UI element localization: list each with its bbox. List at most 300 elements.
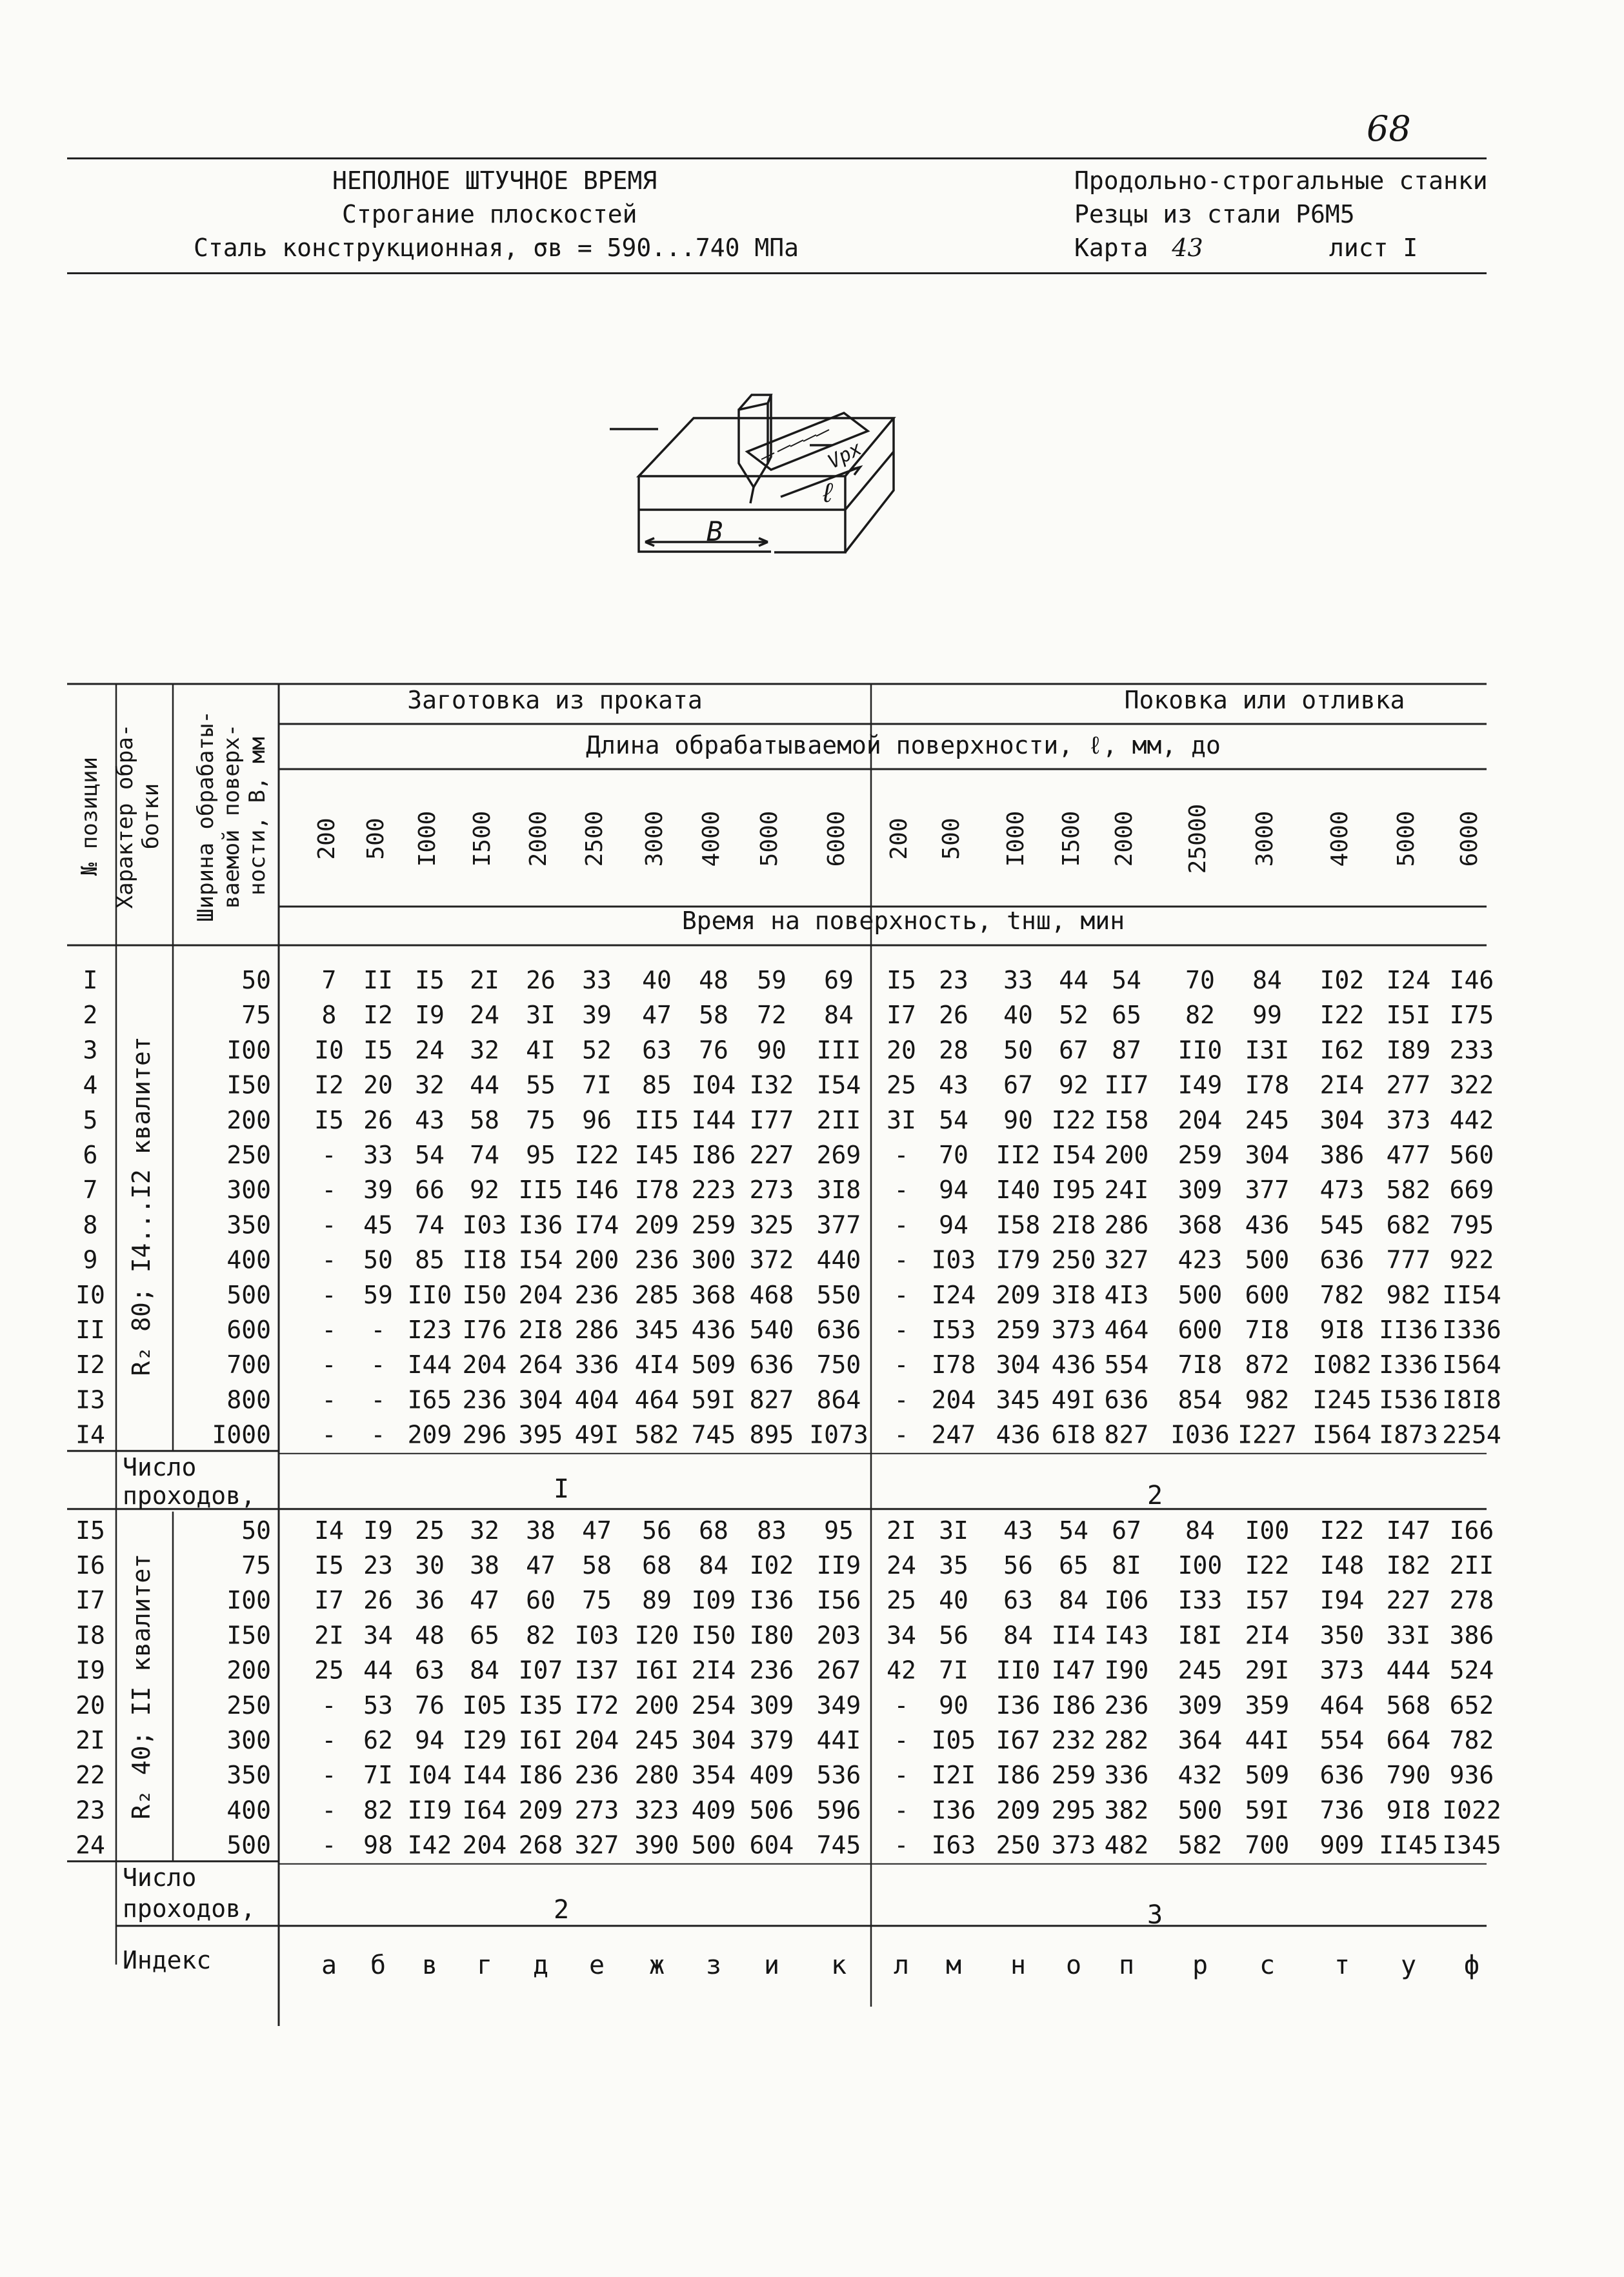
block1-cell-right-8-5: 423: [1178, 1245, 1223, 1274]
block2-cell-right-9-8: II45: [1379, 1831, 1438, 1860]
length-header: Длина обрабатываемой поверхности, ℓ, мм, до: [586, 731, 1221, 759]
block2-cell-right-1-1: 35: [939, 1551, 968, 1580]
block1-cell-left-3-5: 7I: [582, 1070, 612, 1099]
block1-pos-10: II: [75, 1316, 105, 1344]
block2-pos-9: 24: [75, 1831, 105, 1860]
block1-cell-left-7-6: 209: [634, 1210, 679, 1239]
block1-cell-right-8-7: 636: [1319, 1245, 1365, 1274]
length-left-2: I000: [414, 810, 441, 867]
block1-cell-right-8-1: I03: [931, 1245, 976, 1274]
block2-cell-right-7-6: 509: [1245, 1761, 1290, 1790]
block2-cell-left-6-7: 304: [691, 1726, 736, 1754]
block1-cell-left-6-7: 223: [691, 1176, 736, 1205]
block2-cell-left-2-6: 89: [642, 1586, 672, 1615]
block1-cell-right-6-6: 377: [1245, 1176, 1290, 1205]
block2-cell-left-5-5: I72: [574, 1690, 619, 1720]
passes1-label-2: проходов,: [123, 1481, 256, 1510]
block1-cell-right-4-4: I58: [1104, 1105, 1149, 1134]
block1-cell-right-5-2: II2: [996, 1141, 1041, 1169]
block2-cell-left-2-2: 36: [415, 1586, 445, 1615]
block2-cell-right-6-0: -: [894, 1726, 909, 1754]
block1-cell-right-5-9: 560: [1449, 1141, 1494, 1169]
block2-cell-left-7-9: 536: [816, 1761, 861, 1790]
block1-cell-right-4-0: 3I: [887, 1105, 916, 1134]
block1-cell-right-11-0: -: [894, 1350, 909, 1379]
block1-cell-left-10-1: -: [370, 1316, 386, 1344]
block1-cell-left-13-6: 582: [634, 1420, 679, 1449]
block1-cell-right-10-4: 464: [1104, 1316, 1149, 1344]
block1-cell-right-13-7: I564: [1312, 1420, 1372, 1449]
block2-cell-right-9-5: 582: [1178, 1831, 1223, 1860]
block2-cell-right-4-2: II0: [996, 1656, 1041, 1685]
block1-cell-left-3-9: I54: [816, 1070, 861, 1099]
block1-cell-right-12-0: -: [894, 1385, 909, 1414]
block2-cell-right-7-4: 336: [1104, 1761, 1149, 1790]
block1-cell-right-13-0: -: [894, 1420, 909, 1449]
block1-cell-right-3-9: 322: [1449, 1070, 1494, 1099]
length-left-7: 4000: [698, 810, 725, 867]
block1-cell-left-3-8: I32: [749, 1070, 794, 1099]
block1-pos-7: 8: [83, 1210, 98, 1239]
block2-cell-right-8-0: -: [894, 1796, 909, 1825]
block1-cell-left-12-4: 304: [518, 1385, 563, 1414]
block1-cell-left-11-7: 509: [691, 1350, 736, 1379]
block2-cell-left-6-5: 204: [574, 1726, 619, 1754]
block1-cell-right-11-6: 872: [1245, 1350, 1290, 1379]
block1-cell-left-10-9: 636: [816, 1316, 861, 1344]
block1-cell-right-9-3: 3I8: [1051, 1280, 1096, 1309]
block1-cell-left-1-5: 39: [582, 1001, 612, 1030]
block1-cell-left-8-2: 85: [415, 1245, 445, 1274]
block1-cell-left-3-1: 20: [363, 1070, 393, 1099]
block2-cell-left-8-3: I64: [462, 1796, 507, 1825]
block2-cell-right-8-6: 59I: [1245, 1796, 1290, 1825]
block1-pos-0: I: [83, 966, 98, 994]
block2-cell-left-0-7: 68: [699, 1516, 728, 1545]
block1-cell-left-6-5: I46: [574, 1176, 619, 1205]
index-label: Индекс: [123, 1945, 212, 1974]
block1-cell-left-6-1: 39: [363, 1176, 393, 1205]
block1-cell-left-2-3: 32: [470, 1036, 499, 1065]
col-header-character-2: ботки: [138, 783, 164, 850]
block2-cell-right-1-4: 8I: [1112, 1551, 1141, 1580]
block1-cell-right-5-3: I54: [1051, 1141, 1096, 1169]
block1-cell-left-0-8: 59: [757, 966, 787, 994]
passes2-right: 3: [1147, 1900, 1163, 1930]
block2-cell-right-0-2: 43: [1003, 1516, 1033, 1545]
block1-cell-left-10-5: 286: [574, 1316, 619, 1344]
length-left-4: 2000: [525, 810, 552, 867]
length-right-2: I000: [1003, 810, 1029, 867]
block1-cell-left-12-7: 59I: [691, 1385, 736, 1414]
block1-cell-right-11-5: 7I8: [1178, 1350, 1223, 1379]
block2-cell-left-1-3: 38: [470, 1551, 499, 1580]
block1-cell-left-13-2: 209: [407, 1420, 452, 1449]
length-right-5: 25000: [1185, 803, 1211, 874]
block1-cell-left-0-7: 48: [699, 966, 728, 994]
block2-cell-right-1-3: 65: [1059, 1551, 1088, 1580]
block2-cell-right-2-7: I94: [1319, 1586, 1365, 1615]
block1-cell-right-4-7: 304: [1319, 1105, 1365, 1134]
time-header: Время на поверхность, tнш, мин: [681, 907, 1125, 935]
block1-cell-left-9-6: 285: [634, 1280, 679, 1309]
length-right-3: I500: [1058, 810, 1085, 867]
block2-pos-0: I5: [75, 1516, 105, 1545]
block2-cell-left-2-5: 75: [582, 1586, 612, 1615]
block2-cell-left-1-5: 58: [582, 1551, 612, 1580]
block2-cell-left-2-0: I7: [314, 1586, 344, 1615]
block1-cell-right-9-1: I24: [931, 1280, 976, 1309]
block2-cell-left-1-0: I5: [314, 1551, 344, 1580]
block1-cell-right-11-9: I564: [1442, 1350, 1501, 1379]
block2-cell-left-3-8: I80: [749, 1621, 794, 1650]
block1-cell-left-5-5: I22: [574, 1141, 619, 1169]
block1-cell-left-11-2: I44: [407, 1350, 452, 1379]
block2-cell-left-1-9: II9: [816, 1551, 861, 1580]
block2-cell-right-2-6: I57: [1245, 1586, 1290, 1615]
block2-cell-left-9-2: I42: [407, 1831, 452, 1860]
block2-width-9: 500: [226, 1831, 271, 1860]
block1-cell-left-13-3: 296: [462, 1420, 507, 1449]
block1-cell-left-7-3: I03: [462, 1210, 507, 1239]
passes1-right: 2: [1147, 1480, 1163, 1510]
length-right-7: 4000: [1327, 810, 1353, 867]
block2-cell-right-3-4: I43: [1104, 1621, 1149, 1650]
block1-cell-left-3-3: 44: [470, 1070, 499, 1099]
index-left-0: а: [321, 1950, 337, 1980]
block1-cell-left-0-3: 2I: [470, 966, 499, 994]
block1-cell-left-11-8: 636: [749, 1350, 794, 1379]
block2-cell-right-5-6: 359: [1245, 1690, 1290, 1720]
block1-width-7: 350: [226, 1210, 271, 1239]
block1-cell-right-4-6: 245: [1245, 1105, 1290, 1134]
block1-cell-right-8-0: -: [894, 1245, 909, 1274]
block1-cell-right-8-2: I79: [996, 1245, 1041, 1274]
block1-cell-left-11-3: 204: [462, 1350, 507, 1379]
block1-cell-right-10-8: II36: [1379, 1316, 1438, 1344]
block2-pos-6: 2I: [75, 1726, 105, 1754]
block1-cell-right-8-3: 250: [1051, 1245, 1096, 1274]
block1-cell-right-3-1: 43: [939, 1070, 968, 1099]
block2-cell-right-9-2: 250: [996, 1831, 1041, 1860]
block1-cell-left-4-6: II5: [634, 1105, 679, 1134]
block1-pos-9: I0: [75, 1280, 105, 1309]
block1-cell-right-10-0: -: [894, 1316, 909, 1344]
block1-cell-right-1-7: I22: [1319, 1001, 1365, 1030]
block1-cell-right-11-3: 436: [1051, 1350, 1096, 1379]
block1-cell-left-4-5: 96: [582, 1105, 612, 1134]
block2-cell-right-0-6: I00: [1245, 1516, 1290, 1545]
block1-cell-left-9-4: 204: [518, 1280, 563, 1309]
block2-cell-left-6-9: 44I: [816, 1726, 861, 1754]
block1-cell-left-1-4: 3I: [526, 1001, 556, 1030]
block1-cell-right-10-9: I336: [1442, 1316, 1501, 1344]
block1-cell-left-13-5: 49I: [574, 1420, 619, 1449]
block1-cell-right-0-6: 84: [1252, 966, 1282, 994]
block1-cell-left-8-0: -: [321, 1245, 337, 1274]
block1-cell-left-2-8: 90: [757, 1036, 787, 1065]
block1-cell-left-10-4: 2I8: [518, 1316, 563, 1344]
block1-cell-left-2-4: 4I: [526, 1036, 556, 1065]
block1-pos-1: 2: [83, 1001, 98, 1030]
block2-cell-right-1-0: 24: [887, 1551, 916, 1580]
block1-cell-left-4-0: I5: [314, 1105, 344, 1134]
block2-cell-left-0-9: 95: [824, 1516, 854, 1545]
block1-cell-left-4-1: 26: [363, 1105, 393, 1134]
block2-cell-left-0-0: I4: [314, 1516, 344, 1545]
block1-cell-left-6-6: I78: [634, 1176, 679, 1205]
block1-cell-right-12-7: I245: [1312, 1385, 1372, 1414]
block1-cell-right-10-7: 9I8: [1319, 1316, 1365, 1344]
block2-cell-right-4-4: I90: [1104, 1656, 1149, 1685]
block2-pos-5: 20: [75, 1690, 105, 1720]
block2-cell-right-1-5: I00: [1178, 1551, 1223, 1580]
block2-width-5: 250: [226, 1690, 271, 1720]
block2-width-7: 350: [226, 1761, 271, 1790]
block1-width-1: 75: [241, 1001, 271, 1030]
block2-cell-right-6-5: 364: [1178, 1726, 1223, 1754]
block2-cell-right-2-5: I33: [1178, 1586, 1223, 1615]
block1-cell-right-0-0: I5: [887, 966, 916, 994]
block2-cell-right-0-8: I47: [1386, 1516, 1431, 1545]
block1-cell-right-13-2: 436: [996, 1420, 1041, 1449]
block1-cell-right-5-8: 477: [1386, 1141, 1431, 1169]
block2-cell-left-9-0: -: [321, 1831, 337, 1860]
block2-cell-right-3-5: I8I: [1178, 1621, 1223, 1650]
block1-cell-left-4-3: 58: [470, 1105, 499, 1134]
block1-cell-right-1-5: 82: [1185, 1001, 1215, 1030]
block2-pos-7: 22: [75, 1761, 105, 1790]
block2-cell-left-1-7: 84: [699, 1551, 728, 1580]
block1-width-3: I50: [226, 1070, 271, 1099]
block2-cell-left-9-3: 204: [462, 1831, 507, 1860]
block1-width-6: 300: [226, 1176, 271, 1205]
block1-cell-right-10-6: 7I8: [1245, 1316, 1290, 1344]
block2-cell-left-8-4: 209: [518, 1796, 563, 1825]
block2-cell-right-4-3: I47: [1051, 1656, 1096, 1685]
block1-cell-right-13-5: I036: [1170, 1420, 1230, 1449]
block2-cell-right-5-8: 568: [1386, 1690, 1431, 1720]
block1-cell-left-8-3: II8: [462, 1245, 507, 1274]
block1-cell-right-2-6: I3I: [1245, 1036, 1290, 1065]
block1-cell-left-4-7: I44: [691, 1105, 736, 1134]
block1-cell-right-6-3: I95: [1051, 1176, 1096, 1205]
block1-cell-left-10-2: I23: [407, 1316, 452, 1344]
block2-cell-right-4-0: 42: [887, 1656, 916, 1685]
block1-cell-left-9-0: -: [321, 1280, 337, 1309]
block2-cell-right-5-4: 236: [1104, 1690, 1149, 1720]
block2-cell-left-8-7: 409: [691, 1796, 736, 1825]
block1-cell-left-10-6: 345: [634, 1316, 679, 1344]
block1-cell-left-3-4: 55: [526, 1070, 556, 1099]
block1-cell-right-12-2: 345: [996, 1385, 1041, 1414]
block1-cell-right-12-5: 854: [1178, 1385, 1223, 1414]
passes1-left: I: [553, 1474, 570, 1504]
block2-cell-right-7-3: 259: [1051, 1761, 1096, 1790]
block1-cell-right-5-7: 386: [1319, 1141, 1365, 1169]
header-tool: Резцы из стали Р6М5: [1074, 200, 1355, 228]
block1-cell-left-0-0: 7: [321, 966, 337, 994]
block1-cell-left-13-8: 895: [749, 1420, 794, 1449]
block1-cell-left-2-6: 63: [642, 1036, 672, 1065]
block1-cell-left-2-0: I0: [314, 1036, 344, 1065]
block2-width-6: 300: [226, 1726, 271, 1754]
block1-cell-right-1-8: I5I: [1386, 1001, 1431, 1030]
block1-cell-left-7-0: -: [321, 1210, 337, 1239]
block1-cell-left-13-4: 395: [518, 1420, 563, 1449]
block1-cell-right-11-1: I78: [931, 1350, 976, 1379]
block1-cell-left-5-6: I45: [634, 1141, 679, 1169]
block2-width-3: I50: [226, 1621, 271, 1650]
block2-cell-left-7-1: 7I: [363, 1761, 393, 1790]
header-material: Сталь конструкционная, σв = 590...740 МПа: [194, 234, 799, 262]
block2-cell-left-4-2: 63: [415, 1656, 445, 1685]
block1-cell-right-8-4: 327: [1104, 1245, 1149, 1274]
block2-cell-left-1-8: I02: [749, 1551, 794, 1580]
block1-cell-left-9-1: 59: [363, 1280, 393, 1309]
block2-cell-right-6-8: 664: [1386, 1726, 1431, 1754]
block1-cell-right-13-9: 2254: [1442, 1420, 1501, 1449]
block1-cell-right-3-6: I78: [1245, 1070, 1290, 1099]
block2-cell-left-3-3: 65: [470, 1621, 499, 1650]
block1-cell-left-8-4: I54: [518, 1245, 563, 1274]
block2-cell-right-3-7: 350: [1319, 1621, 1365, 1650]
block1-cell-left-5-8: 227: [749, 1141, 794, 1169]
block2-cell-right-9-9: I345: [1442, 1831, 1501, 1860]
col-header-character-1: Характер обра-: [112, 723, 138, 909]
block2-cell-left-6-4: I6I: [518, 1726, 563, 1754]
header-machine: Продольно-строгальные станки: [1074, 166, 1488, 195]
block1-cell-left-5-7: I86: [691, 1141, 736, 1169]
block1-cell-left-11-6: 4I4: [634, 1350, 679, 1379]
index-right-8: у: [1400, 1950, 1417, 1980]
block1-cell-left-4-2: 43: [415, 1105, 445, 1134]
block2-cell-left-0-4: 38: [526, 1516, 556, 1545]
index-left-7: з: [705, 1950, 722, 1980]
block2-cell-right-3-1: 56: [939, 1621, 968, 1650]
block1-cell-left-8-6: 236: [634, 1245, 679, 1274]
block2-cell-left-4-1: 44: [363, 1656, 393, 1685]
block2-cell-right-9-3: 373: [1051, 1831, 1096, 1860]
block1-cell-left-1-1: I2: [363, 1001, 393, 1030]
block1-cell-right-5-0: -: [894, 1141, 909, 1169]
col-header-position: № позиции: [77, 756, 103, 876]
index-left-9: к: [830, 1950, 847, 1980]
block2-cell-left-7-3: I44: [462, 1761, 507, 1790]
length-right-0: 200: [886, 818, 912, 860]
block1-cell-right-2-3: 67: [1059, 1036, 1088, 1065]
block2-cell-left-5-9: 349: [816, 1690, 861, 1720]
index-left-1: б: [370, 1950, 386, 1980]
block1-cell-left-1-9: 84: [824, 1001, 854, 1030]
block2-cell-right-7-8: 790: [1386, 1761, 1431, 1790]
block1-cell-left-13-7: 745: [691, 1420, 736, 1449]
block1-cell-left-6-0: -: [321, 1176, 337, 1205]
block1-cell-right-4-2: 90: [1003, 1105, 1033, 1134]
block1-cell-right-7-1: 94: [939, 1210, 968, 1239]
passes2-left: 2: [553, 1894, 570, 1925]
block1-cell-right-1-0: I7: [887, 1001, 916, 1030]
block1-cell-right-7-9: 795: [1449, 1210, 1494, 1239]
block2-cell-left-6-2: 94: [415, 1726, 445, 1754]
block1-cell-right-1-3: 52: [1059, 1001, 1088, 1030]
block2-cell-left-4-6: I6I: [634, 1656, 679, 1685]
block2-cell-left-0-3: 32: [470, 1516, 499, 1545]
block2-cell-right-5-1: 90: [939, 1690, 968, 1720]
passes2-label-1: Число: [123, 1863, 197, 1892]
index-left-4: д: [532, 1950, 549, 1980]
block1-cell-left-5-9: 269: [816, 1141, 861, 1169]
block2-cell-left-6-1: 62: [363, 1726, 393, 1754]
block1-cell-right-6-5: 309: [1178, 1176, 1223, 1205]
block1-cell-right-10-5: 600: [1178, 1316, 1223, 1344]
sketch-length-label: ℓ: [819, 477, 836, 508]
block2-cell-left-7-7: 354: [691, 1761, 736, 1790]
block1-cell-left-10-3: I76: [462, 1316, 507, 1344]
block2-cell-left-5-4: I35: [518, 1690, 563, 1720]
block1-pos-3: 4: [83, 1070, 98, 1099]
block2-cell-left-5-6: 200: [634, 1690, 679, 1720]
block1-cell-right-3-8: 277: [1386, 1070, 1431, 1099]
card-number: 43: [1172, 234, 1203, 262]
block1-cell-right-4-8: 373: [1386, 1105, 1431, 1134]
block1-width-10: 600: [226, 1316, 271, 1344]
block1-cell-right-3-7: 2I4: [1319, 1070, 1365, 1099]
block2-cell-left-1-2: 30: [415, 1551, 445, 1580]
block1-cell-left-7-8: 325: [749, 1210, 794, 1239]
index-right-2: н: [1010, 1950, 1027, 1980]
block1-cell-right-9-0: -: [894, 1280, 909, 1309]
block1-cell-right-7-6: 436: [1245, 1210, 1290, 1239]
block2-cell-right-4-8: 444: [1386, 1656, 1431, 1685]
index-left-3: г: [476, 1950, 493, 1980]
passes1-label-1: Число: [123, 1452, 197, 1481]
block1-cell-right-7-0: -: [894, 1210, 909, 1239]
length-left-5: 2500: [581, 810, 608, 867]
block2-cell-right-0-0: 2I: [887, 1516, 916, 1545]
block1-cell-left-6-4: II5: [518, 1176, 563, 1205]
block2-cell-left-8-9: 596: [816, 1796, 861, 1825]
block2-cell-left-3-1: 34: [363, 1621, 393, 1650]
sketch-feed-label: Vpx: [824, 437, 866, 474]
block2-cell-left-4-7: 2I4: [691, 1656, 736, 1685]
block1-cell-left-6-2: 66: [415, 1176, 445, 1205]
index-left-5: е: [588, 1950, 605, 1980]
block1-cell-right-12-6: 982: [1245, 1385, 1290, 1414]
index-left-6: ж: [648, 1950, 665, 1980]
block1-cell-right-1-4: 65: [1112, 1001, 1141, 1030]
block1-cell-left-11-9: 750: [816, 1350, 861, 1379]
block1-cell-left-9-5: 236: [574, 1280, 619, 1309]
block2-cell-left-8-6: 323: [634, 1796, 679, 1825]
block2-cell-left-5-2: 76: [415, 1690, 445, 1720]
block1-cell-left-5-0: -: [321, 1141, 337, 1169]
block1-cell-left-8-8: 372: [749, 1245, 794, 1274]
block2-cell-left-9-9: 745: [816, 1831, 861, 1860]
sketch-width-label: B: [707, 516, 723, 547]
block1-pos-4: 5: [83, 1105, 98, 1134]
block2-cell-right-2-1: 40: [939, 1586, 968, 1615]
block1-cell-right-0-3: 44: [1059, 966, 1088, 994]
block1-cell-left-1-6: 47: [642, 1001, 672, 1030]
block2-cell-right-6-9: 782: [1449, 1726, 1494, 1754]
length-left-1: 500: [363, 818, 389, 860]
block1-cell-left-1-2: I9: [415, 1001, 445, 1030]
block2-cell-right-8-8: 9I8: [1386, 1796, 1431, 1825]
block1-cell-left-3-6: 85: [642, 1070, 672, 1099]
block2-cell-right-1-8: I82: [1386, 1551, 1431, 1580]
index-right-0: л: [893, 1950, 910, 1980]
